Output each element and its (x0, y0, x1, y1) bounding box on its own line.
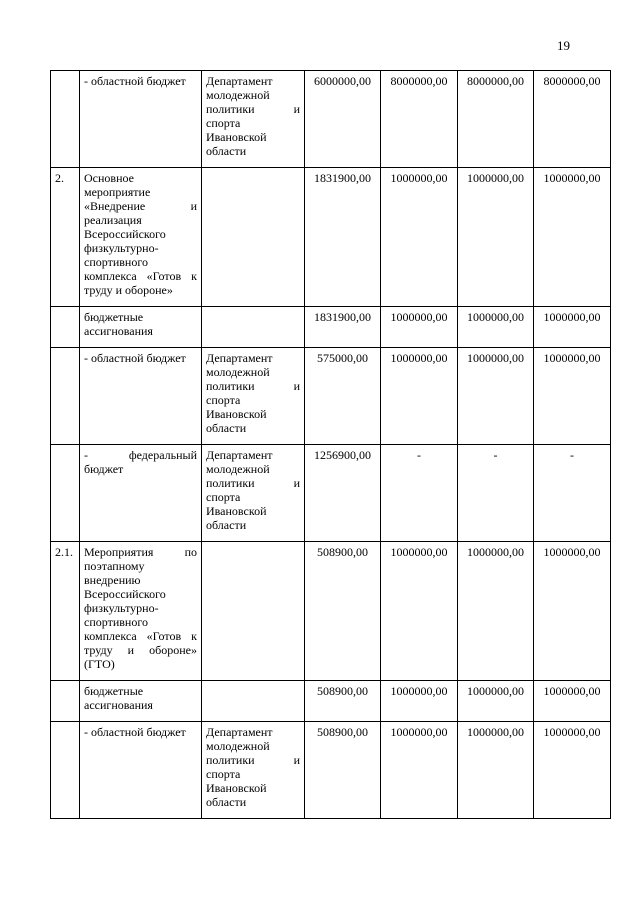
value-cell: 8000000,00 (381, 71, 458, 168)
row-number (51, 71, 80, 168)
table-row (51, 681, 611, 722)
value-cell: 508900,00 (305, 681, 381, 722)
row-name: - федеральный бюджет (80, 445, 202, 542)
value-cell: 1000000,00 (381, 722, 458, 819)
value-cell: 8000000,00 (458, 71, 534, 168)
table-row (51, 348, 611, 445)
row-executor: Департамент молодежной политики и спорта Ивановской области (202, 348, 305, 445)
value-cell: - (458, 445, 534, 542)
value-cell: - (381, 445, 458, 542)
table-row (51, 168, 611, 307)
table-row (51, 71, 611, 168)
row-name: бюджетные ассигнования (80, 681, 202, 722)
row-executor (202, 168, 305, 307)
row-name: - областной бюджет (80, 71, 202, 168)
value-cell: 8000000,00 (534, 71, 611, 168)
row-executor: Департамент молодежной политики и спорта Ивановской области (202, 445, 305, 542)
value-cell: 1000000,00 (458, 307, 534, 348)
value-cell: 1000000,00 (534, 542, 611, 681)
value-cell: 1000000,00 (534, 681, 611, 722)
row-number (51, 307, 80, 348)
value-cell: 575000,00 (305, 348, 381, 445)
row-executor (202, 542, 305, 681)
row-executor (202, 681, 305, 722)
row-number (51, 348, 80, 445)
row-number: 2. (51, 168, 80, 307)
row-name: бюджетные ассигнования (80, 307, 202, 348)
value-cell: - (534, 445, 611, 542)
value-cell: 6000000,00 (305, 71, 381, 168)
value-cell: 1000000,00 (381, 168, 458, 307)
value-cell: 1000000,00 (534, 307, 611, 348)
table-row (51, 445, 611, 542)
value-cell: 508900,00 (305, 542, 381, 681)
value-cell: 1000000,00 (381, 348, 458, 445)
row-number (51, 681, 80, 722)
page-number: 19 (557, 38, 570, 53)
row-name: - областной бюджет (80, 722, 202, 819)
value-cell: 1000000,00 (458, 348, 534, 445)
table-row (51, 722, 611, 819)
row-number (51, 722, 80, 819)
value-cell: 508900,00 (305, 722, 381, 819)
row-number: 2.1. (51, 542, 80, 681)
row-executor (202, 307, 305, 348)
value-cell: 1000000,00 (534, 348, 611, 445)
value-cell: 1000000,00 (381, 307, 458, 348)
value-cell: 1000000,00 (458, 542, 534, 681)
table-row (51, 307, 611, 348)
value-cell: 1256900,00 (305, 445, 381, 542)
value-cell: 1000000,00 (381, 542, 458, 681)
table-row (51, 542, 611, 681)
value-cell: 1831900,00 (305, 307, 381, 348)
row-name: Мероприятия по поэтапному внедрению Всероссийского физкультурно-спортивного комплекса «Готов к труду и обороне» (ГТО) (80, 542, 202, 681)
value-cell: 1000000,00 (381, 681, 458, 722)
row-executor: Департамент молодежной политики и спорта Ивановской области (202, 722, 305, 819)
row-executor: Департамент молодежной политики и спорта Ивановской области (202, 71, 305, 168)
value-cell: 1000000,00 (534, 722, 611, 819)
budget-table (50, 70, 611, 819)
row-number (51, 445, 80, 542)
row-name: - областной бюджет (80, 348, 202, 445)
value-cell: 1000000,00 (458, 168, 534, 307)
value-cell: 1000000,00 (534, 168, 611, 307)
value-cell: 1831900,00 (305, 168, 381, 307)
value-cell: 1000000,00 (458, 681, 534, 722)
row-name: Основное мероприятие «Внедрение и реализация Всероссийского физкультурно-спортивного комплекса «Готов к труду и обороне» (80, 168, 202, 307)
value-cell: 1000000,00 (458, 722, 534, 819)
